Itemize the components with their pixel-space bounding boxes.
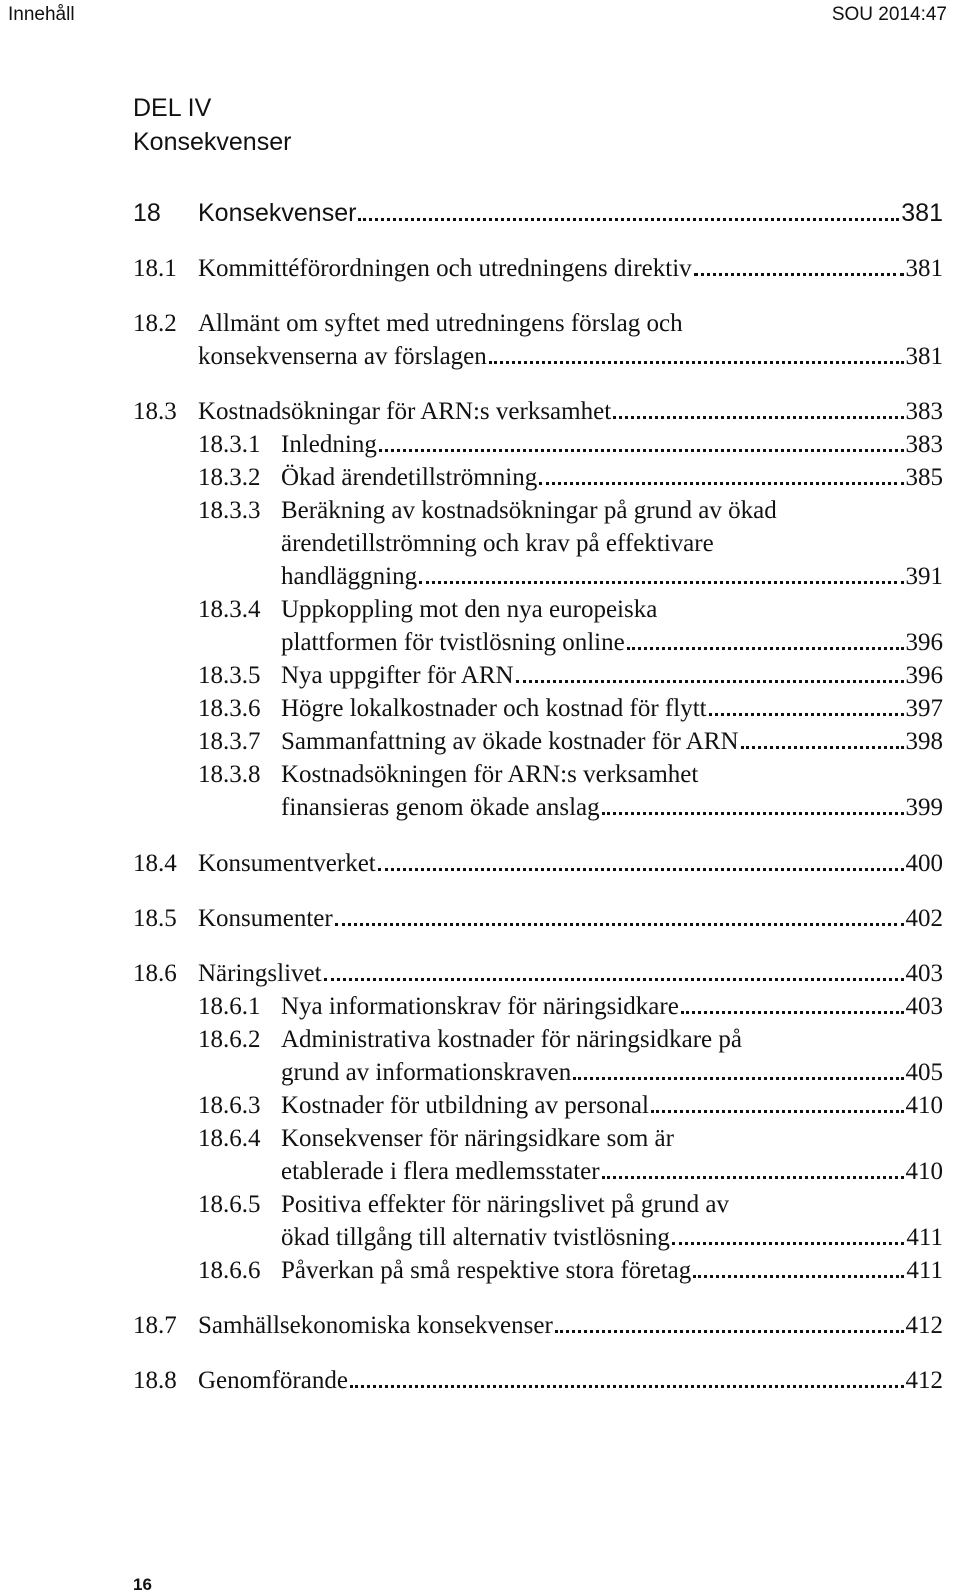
dot-leader (741, 746, 904, 749)
toc-entry-title (198, 395, 943, 428)
toc-entry-number: 18.6 (133, 960, 177, 987)
toc-entry-title (281, 725, 943, 758)
dot-leader (651, 1110, 904, 1113)
toc-entry-title (281, 1254, 943, 1287)
dot-leader (419, 581, 903, 584)
toc-entry-title (281, 1023, 943, 1089)
toc-entry-page: 400 (905, 850, 943, 877)
toc-entry-number: 18.6.2 (198, 1026, 261, 1053)
toc-entry-title-line: ärendetillströmning och krav på effektivare (281, 530, 714, 557)
toc-entry-title (281, 659, 943, 692)
toc-entry-title-line: Konsekvenser för näringsidkare som är (281, 1125, 674, 1152)
toc-entry-title-line: Konsumentverket (198, 850, 376, 877)
toc-entry-page: 397 (905, 695, 943, 722)
toc-entry-number: 18.6.4 (198, 1125, 261, 1152)
toc-entry-page: 405 (905, 1059, 943, 1086)
toc-entry-title (281, 1188, 943, 1254)
toc-entry-number: 18.6.6 (198, 1257, 261, 1284)
dot-leader (378, 868, 904, 871)
toc-entry-number: 18.8 (133, 1367, 177, 1394)
toc-entry-number: 18.7 (133, 1312, 177, 1339)
toc-entry-title-line: Beräkning av kostnadsökningar på grund av ökad (281, 497, 777, 524)
toc-entry-number: 18.4 (133, 850, 177, 877)
toc-entry-page: 385 (905, 464, 943, 491)
toc-entry-title-line: Uppkoppling mot den nya europeiska (281, 596, 658, 623)
toc-entry-number: 18.3.4 (198, 596, 261, 623)
toc-entry-title-line: Näringslivet (198, 960, 322, 987)
toc-entry-title-line: Inledning (281, 431, 377, 458)
toc-entry-title-line: Kommittéförordningen och utredningens direktiv (198, 255, 692, 282)
toc-entry-title (198, 902, 943, 935)
toc-entry-title-line: Påverkan på små respektive stora företag (281, 1257, 692, 1284)
running-header-right: SOU 2014:47 (831, 4, 947, 25)
dot-leader (613, 416, 903, 419)
dot-leader (672, 1242, 905, 1245)
toc-entry-title-line: handläggning (281, 563, 418, 590)
toc-entry-title (281, 990, 943, 1023)
toc-entry-page: 411 (906, 1257, 943, 1284)
toc-entry-title (281, 692, 943, 725)
dot-leader (694, 273, 904, 276)
toc-entry-title (198, 847, 943, 880)
toc-entry-title-line: Högre lokalkostnader och kostnad för flytt (281, 695, 707, 722)
toc-entry-title (198, 307, 943, 373)
toc-entry-page: 391 (905, 563, 943, 590)
toc-entry-title (198, 1364, 943, 1397)
toc-entry-number: 18.6.3 (198, 1092, 261, 1119)
toc-entry-page: 410 (905, 1158, 943, 1185)
toc-entry-page: 381 (905, 343, 943, 370)
dot-leader (627, 647, 904, 650)
toc-entry-title (198, 252, 943, 285)
toc-entry-page: 381 (901, 199, 943, 227)
toc-entry-title (281, 1122, 943, 1188)
dot-leader (602, 812, 904, 815)
toc-entry-title (281, 461, 943, 494)
running-header-left: Innehåll (8, 4, 75, 25)
toc-entry-title (198, 197, 943, 230)
dot-leader (379, 449, 904, 452)
toc-entry-number: 18.1 (133, 255, 177, 282)
toc-entry-title-line: Kostnadsökningar för ARN:s verksamhet (198, 398, 612, 425)
toc-entry-title (281, 428, 943, 461)
toc-entry-title-line: Nya uppgifter för ARN (281, 662, 514, 689)
toc-entry-page: 412 (905, 1312, 943, 1339)
toc-entry-title (198, 1309, 943, 1342)
dot-leader (602, 1176, 904, 1179)
dot-leader (516, 680, 904, 683)
toc-entry-page: 381 (905, 255, 943, 282)
toc-entry-title-line: Kostnader för utbildning av personal (281, 1092, 649, 1119)
toc-entry-number: 18 (133, 199, 161, 227)
toc-entry-page: 403 (905, 993, 943, 1020)
page-number: 16 (133, 1575, 152, 1594)
toc-entry-title (198, 957, 943, 990)
dot-leader (573, 1077, 903, 1080)
toc-entry-title-line: Sammanfattning av ökade kostnader för ARN (281, 728, 739, 755)
toc-entry-number: 18.3.7 (198, 728, 261, 755)
toc-entry-page: 399 (905, 794, 943, 821)
toc-entry-title-line: Allmänt om syftet med utredningens förslag och (198, 310, 683, 337)
toc-entry-title-line: Positiva effekter för näringslivet på grund av (281, 1191, 730, 1218)
dot-leader (324, 978, 904, 981)
toc-entry-title (281, 758, 943, 824)
toc-entry-number: 18.2 (133, 310, 177, 337)
toc-entry-page: 412 (905, 1367, 943, 1394)
toc-entry-title-line: Konsekvenser (198, 199, 357, 227)
toc-entry-title-line: Administrativa kostnader för näringsidkare på (281, 1026, 742, 1053)
toc-entry-page: 396 (905, 662, 943, 689)
toc-entry-title-line: Genomförande (198, 1367, 348, 1394)
toc-entry-page: 398 (905, 728, 943, 755)
toc-entry-number: 18.3 (133, 398, 177, 425)
toc-entry-number: 18.3.2 (198, 464, 261, 491)
toc-entry-title (281, 494, 943, 593)
toc-entry-page: 403 (905, 960, 943, 987)
toc-entry-number: 18.3.5 (198, 662, 261, 689)
dot-leader (350, 1385, 904, 1388)
toc-entry-number: 18.3.8 (198, 761, 261, 788)
toc-entry-page: 411 (906, 1224, 943, 1251)
part-title: Konsekvenser (133, 128, 292, 156)
toc-entry-title-line: konsekvenserna av förslagen (198, 343, 487, 370)
table-of-contents (133, 0, 943, 1595)
dot-leader (489, 361, 904, 364)
toc-entry-title-line: grund av informationskraven (281, 1059, 572, 1086)
toc-entry-title-line: finansieras genom ökade anslag (281, 794, 600, 821)
dot-leader (709, 713, 904, 716)
toc-entry-page: 383 (905, 431, 943, 458)
toc-entry-number: 18.6.5 (198, 1191, 261, 1218)
toc-entry-title-line: Ökad ärendetillströmning (281, 464, 538, 491)
toc-entry-page: 402 (905, 905, 943, 932)
toc-entry-title-line: plattformen för tvistlösning online (281, 629, 625, 656)
toc-entry-number: 18.3.1 (198, 431, 261, 458)
dot-leader (539, 482, 903, 485)
dot-leader (358, 218, 899, 221)
toc-entry-title-line: etablerade i flera medlemsstater (281, 1158, 600, 1185)
toc-entry-page: 396 (905, 629, 943, 656)
toc-entry-title-line: Samhällsekonomiska konsekvenser (198, 1312, 553, 1339)
part-number: DEL IV (133, 94, 212, 122)
dot-leader (555, 1330, 904, 1333)
toc-entry-title-line: ökad tillgång till alternativ tvistlösning (281, 1224, 670, 1251)
dot-leader (335, 923, 904, 926)
toc-entry-title-line: Kostnadsökningen för ARN:s verksamhet (281, 761, 699, 788)
toc-entry-title (281, 593, 943, 659)
toc-entry-number: 18.3.6 (198, 695, 261, 722)
toc-entry-number: 18.5 (133, 905, 177, 932)
toc-entry-title-line: Konsumenter (198, 905, 333, 932)
toc-entry-page: 383 (905, 398, 943, 425)
toc-entry-page: 410 (905, 1092, 943, 1119)
dot-leader (681, 1011, 904, 1014)
toc-entry-title-line: Nya informationskrav för näringsidkare (281, 993, 679, 1020)
toc-entry-number: 18.3.3 (198, 497, 261, 524)
toc-entry-number: 18.6.1 (198, 993, 261, 1020)
dot-leader (693, 1275, 904, 1278)
toc-entry-title (281, 1089, 943, 1122)
